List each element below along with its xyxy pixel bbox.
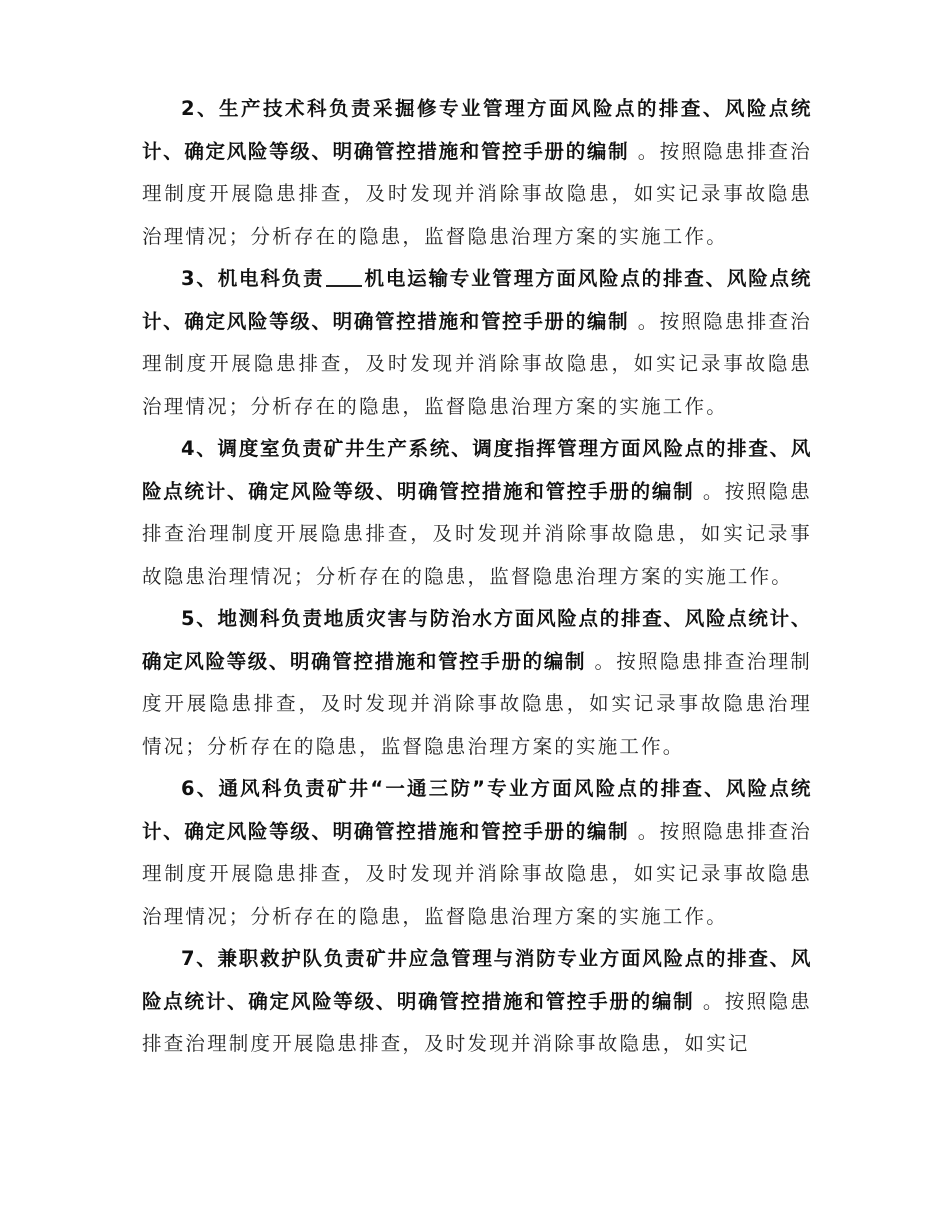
paragraph-item-2 (142, 88, 812, 258)
paragraph-item-3 (142, 258, 812, 428)
paragraph-item-6 (142, 768, 812, 938)
document-body (142, 88, 812, 1066)
paragraph-item-4 (142, 428, 812, 598)
paragraph-item-5 (142, 598, 812, 768)
item-4-body: 。按照隐患排查治理制度开展隐患排查，及时发现并消除事故隐患，如实记录事故隐患治理情况；分析存在的隐患，监督隐患治理方案的实施工作。 (142, 479, 812, 588)
item-4-heading: 4、调度室负责矿井生产系统、调度指挥管理方面风险点的排查、风险点统计、确定风险等级、明确管控措施和管控手册的编制 (142, 437, 812, 503)
paragraph-item-7 (142, 938, 812, 1066)
item-3-body: 。按照隐患排查治理制度开展隐患排查，及时发现并消除事故隐患，如实记录事故隐患治理情况；分析存在的隐患，监督隐患治理方案的实施工作。 (142, 309, 812, 418)
item-3-heading-start: 3、机电科负责 (181, 267, 325, 290)
item-6-body: 。按照隐患排查治理制度开展隐患排查，及时发现并消除事故隐患，如实记录事故隐患治理情况；分析存在的隐患，监督隐患治理方案的实施工作。 (142, 819, 812, 928)
item-5-heading: 5、地测科负责地质灾害与防治水方面风险点的排查、风险点统计、确定风险等级、明确管控措施和管控手册的编制 (142, 607, 812, 673)
fill-in-blank (326, 265, 362, 287)
item-2-body: 。按照隐患排查治理制度开展隐患排查，及时发现并消除事故隐患，如实记录事故隐患治理情况；分析存在的隐患，监督隐患治理方案的实施工作。 (142, 139, 812, 248)
item-7-heading: 7、兼职救护队负责矿井应急管理与消防专业方面风险点的排查、风险点统计、确定风险等级、明确管控措施和管控手册的编制 (142, 947, 812, 1013)
item-7-body: 。按照隐患排查治理制度开展隐患排查，及时发现并消除事故隐患，如实记 (142, 989, 812, 1055)
item-6-heading: 6、通风科负责矿井“一通三防”专业方面风险点的排查、风险点统计、确定风险等级、明确管控措施和管控手册的编制 (142, 777, 812, 843)
item-5-body: 。按照隐患排查治理制度开展隐患排查，及时发现并消除事故隐患，如实记录事故隐患治理情况；分析存在的隐患，监督隐患治理方案的实施工作。 (142, 649, 812, 758)
item-2-heading: 2、生产技术科负责采掘修专业管理方面风险点的排查、风险点统计、确定风险等级、明确管控措施和管控手册的编制 (142, 97, 812, 163)
item-3-heading-end: 机电运输专业管理方面风险点的排查、风险点统计、确定风险等级、明确管控措施和管控手册的编制 (142, 267, 812, 333)
